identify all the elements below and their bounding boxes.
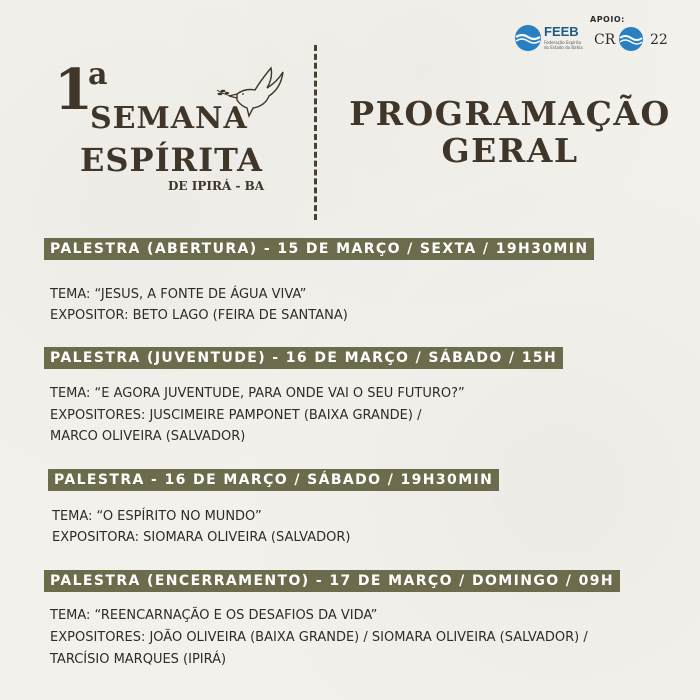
program-title-line2: GERAL — [441, 131, 579, 171]
feeb-logo-icon — [512, 24, 544, 52]
cr-prefix: CR — [594, 32, 616, 48]
title-city: DE IPIRÁ - BA — [168, 179, 265, 193]
section-header-abertura: PALESTRA (ABERTURA) - 15 DE MARÇO / SEXTA / 19H30MIN — [44, 238, 594, 260]
title-espirita: ESPÍRITA — [80, 141, 263, 179]
section-encerramento-expositores-cont: TARCÍSIO MARQUES (IPIRÁ) — [50, 652, 227, 667]
section-header-sabado-noite: PALESTRA - 16 DE MARÇO / SÁBADO / 19H30MIN — [48, 469, 499, 491]
section-header-juventude: PALESTRA (JUVENTUDE) - 16 DE MARÇO / SÁBADO / 15H — [44, 347, 563, 369]
section-juventude-expositores-cont: MARCO OLIVEIRA (SALVADOR) — [50, 429, 246, 444]
program-title — [330, 96, 690, 170]
section-abertura-expositor: EXPOSITOR: BETO LAGO (FEIRA DE SANTANA) — [50, 308, 348, 323]
section-encerramento-expositores: EXPOSITORES: JOÃO OLIVEIRA (BAIXA GRANDE) / SIOMARA OLIVEIRA (SALVADOR) / — [50, 630, 588, 645]
vertical-divider — [314, 45, 317, 220]
title-semana: SEMANA — [90, 101, 248, 136]
cr-logo-icon — [617, 26, 645, 52]
section-sabado-noite-expositora: EXPOSITORA: SIOMARA OLIVEIRA (SALVADOR) — [52, 530, 351, 545]
section-juventude-tema: TEMA: “E AGORA JUVENTUDE, PARA ONDE VAI O SEU FUTURO?” — [50, 386, 465, 401]
section-encerramento-tema: TEMA: “REENCARNAÇÃO E OS DESAFIOS DA VIDA” — [50, 608, 378, 623]
event-title — [50, 57, 290, 210]
section-abertura-tema: TEMA: “JESUS, A FONTE DE ÁGUA VIVA” — [50, 287, 307, 302]
section-header-encerramento: PALESTRA (ENCERRAMENTO) - 17 DE MARÇO / DOMINGO / 09H — [44, 570, 620, 592]
feeb-subtitle: Federação Espírita do Estado da Bahia — [544, 40, 583, 50]
cr-number: 22 — [650, 32, 668, 48]
title-superscript: a — [88, 57, 108, 92]
apoio-logos — [510, 12, 690, 58]
apoio-label: APOIO: — [590, 15, 625, 24]
section-juventude-expositores: EXPOSITORES: JUSCIMEIRE PAMPONET (BAIXA GRANDE) / — [50, 408, 422, 423]
section-sabado-noite-tema: TEMA: “O ESPÍRITO NO MUNDO” — [52, 509, 262, 524]
feeb-name: FEEB — [544, 24, 579, 39]
program-title-line1: PROGRAMAÇÃO — [349, 94, 671, 133]
title-number: 1 — [54, 57, 93, 123]
